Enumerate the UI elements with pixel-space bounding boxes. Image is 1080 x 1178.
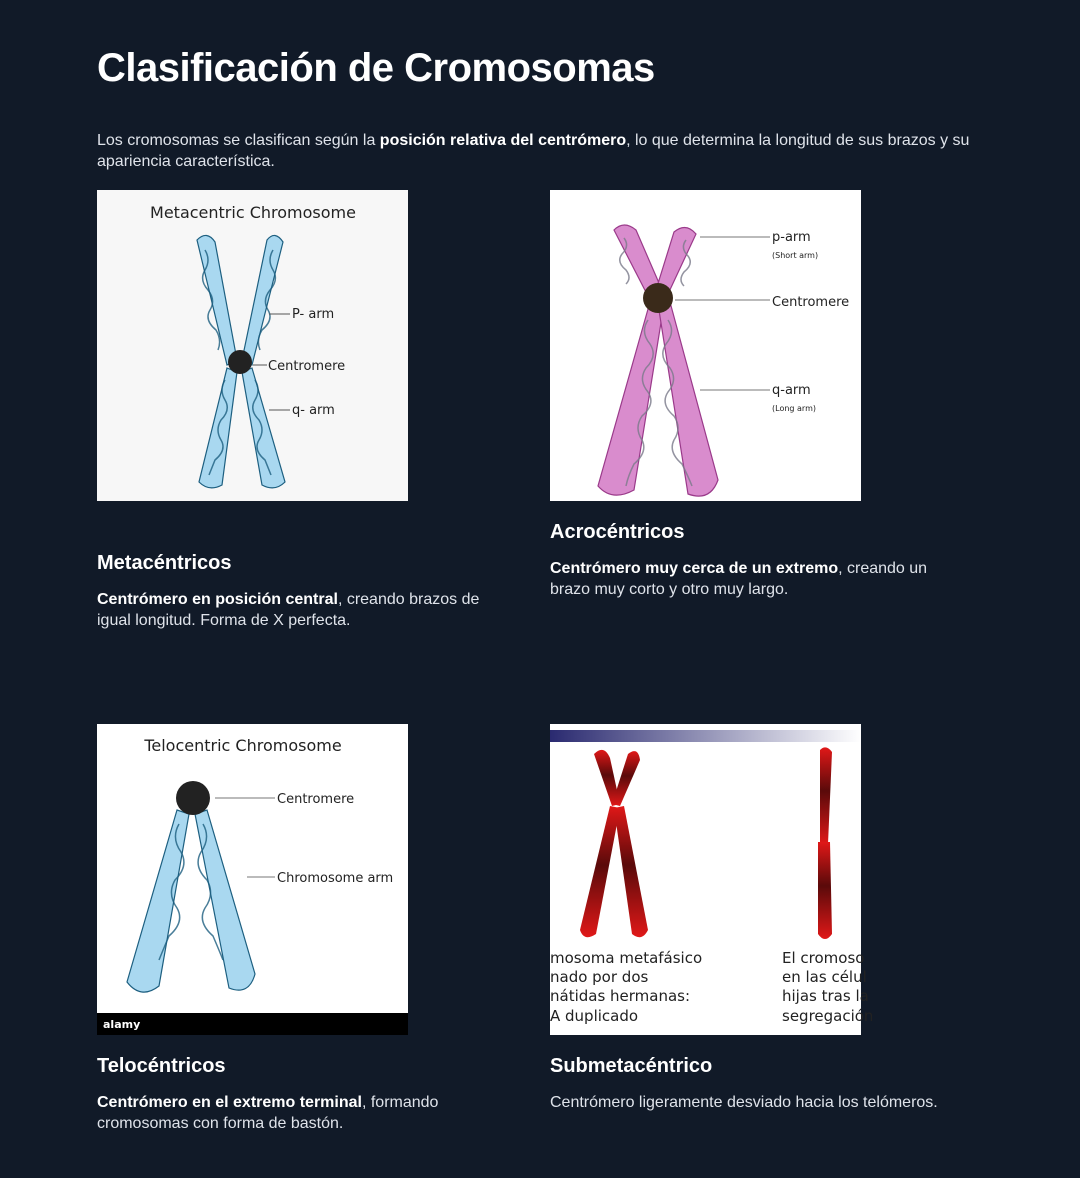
submetacentric-left-caption-4: A duplicado xyxy=(550,1007,639,1025)
metacentric-p-arm-label: P- arm xyxy=(292,307,335,322)
acrocentric-p-arm-label: p-arm xyxy=(772,230,811,245)
intro-paragraph: Los cromosomas se clasifican según la posición relativa del centrómero, lo que determina la longitud de sus brazos y su apariencia característica. xyxy=(97,132,970,170)
acrocentric-heading: Acrocéntricos xyxy=(550,521,685,543)
telocentric-arm-label: Chromosome arm xyxy=(277,871,394,886)
submetacentric-right-caption-1: El cromoso xyxy=(782,949,865,967)
acrocentric-image xyxy=(550,190,861,501)
page-title: Clasificación de Cromosomas xyxy=(97,46,655,90)
submetacentric-heading: Submetacéntrico xyxy=(550,1055,713,1077)
submetacentric-description: Centrómero ligeramente desviado hacia los telómeros. xyxy=(550,1094,938,1111)
metacentric-image-title: Metacentric Chromosome xyxy=(150,203,356,222)
submetacentric-left-caption-3: nátidas hermanas: xyxy=(550,987,691,1005)
acrocentric-centromere-label: Centromere xyxy=(772,295,850,310)
metacentric-heading: Metacéntricos xyxy=(97,552,232,574)
submetacentric-right-caption-2: en las célul xyxy=(782,968,867,986)
telocentric-image-title: Telocentric Chromosome xyxy=(144,736,342,755)
submetacentric-left-caption-2: nado por dos xyxy=(550,968,649,986)
alamy-watermark: alamy xyxy=(103,1018,141,1031)
metacentric-image xyxy=(97,190,408,501)
metacentric-description: Centrómero en posición central, creando brazos de igual longitud. Forma de X perfecta. xyxy=(97,591,480,629)
submetacentric-right-caption-3: hijas tras la xyxy=(782,987,869,1005)
acrocentric-q-arm-label: q-arm xyxy=(772,383,811,398)
telocentric-image xyxy=(97,724,408,1035)
submetacentric-right-caption-4: segregación xyxy=(782,1007,874,1025)
metacentric-q-arm-label: q- arm xyxy=(292,403,335,418)
telocentric-description: Centrómero en el extremo terminal, formando cromosomas con forma de bastón. xyxy=(97,1094,439,1132)
telocentric-centromere-label: Centromere xyxy=(277,792,355,807)
metacentric-centromere-label: Centromere xyxy=(268,359,346,374)
acrocentric-description: Centrómero muy cerca de un extremo, creando un brazo muy corto y otro muy largo. xyxy=(550,560,928,598)
acrocentric-q-arm-note: (Long arm) xyxy=(772,404,816,413)
submetacentric-left-caption-1: mosoma metafásico xyxy=(550,949,703,967)
telocentric-heading: Telocéntricos xyxy=(97,1055,226,1077)
submetacentric-image xyxy=(550,724,874,1035)
acrocentric-p-arm-note: (Short arm) xyxy=(772,251,819,260)
